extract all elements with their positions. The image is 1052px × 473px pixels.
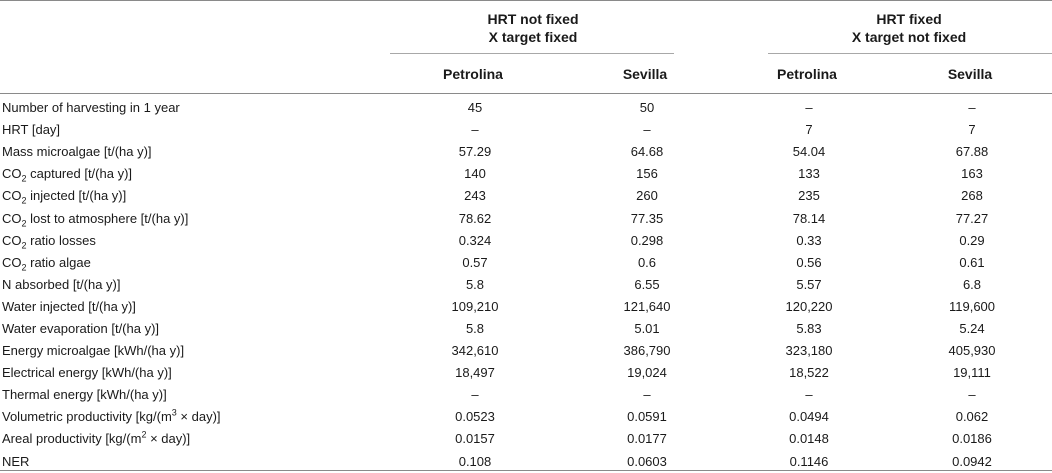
table-cell: 5.01: [634, 320, 660, 336]
column-gap: [540, 384, 582, 406]
table-cell: 6.8: [962, 276, 982, 292]
table-row: [0, 384, 1037, 406]
row-label-part: Areal productivity [kg/(m: [2, 431, 142, 447]
table-row: [0, 274, 1037, 296]
table-cell: 156: [636, 166, 658, 182]
column-gap: [540, 252, 582, 274]
column-gap: [874, 207, 907, 229]
table-cell: 0.0177: [627, 431, 667, 447]
table-top-rule: [0, 0, 1052, 1]
table-cell: 50: [639, 100, 655, 116]
column-gap: [712, 384, 744, 406]
table-cell: 5.57: [796, 276, 822, 292]
column-gap: [874, 230, 907, 252]
table-row: [0, 207, 1037, 229]
column-header-sevilla-1: Sevilla: [622, 66, 668, 82]
row-label: Number of harvesting in 1 year: [2, 100, 180, 116]
table-cell: 0.0494: [789, 409, 829, 425]
table-cell: 0.0148: [789, 431, 829, 447]
group-header-line: HRT fixed: [876, 11, 942, 27]
table-row: [0, 406, 1037, 428]
column-gap: [540, 230, 582, 252]
table-cell: 0.29: [959, 232, 985, 248]
column-gap: [712, 318, 744, 340]
table-row: [0, 141, 1037, 163]
row-label: [0, 252, 410, 274]
column-gap: [874, 296, 907, 318]
column-gap: [540, 428, 582, 450]
column-gap: [874, 163, 907, 185]
group-header-hrt-fixed: [769, 10, 1049, 46]
column-gap: [874, 384, 907, 406]
row-label-script: 2: [21, 173, 27, 184]
table-cell: 0.298: [630, 232, 664, 248]
column-gap: [874, 406, 907, 428]
table-cell: –: [471, 122, 479, 138]
table-row: [0, 362, 1037, 384]
group-underline: [768, 53, 1052, 54]
column-header-petrolina-2: Petrolina: [777, 66, 837, 82]
column-gap: [712, 141, 744, 163]
header-rule: [0, 93, 1052, 94]
group-header-line: HRT not fixed: [487, 11, 579, 27]
group-header-line: X target fixed: [488, 29, 578, 45]
row-label: [0, 428, 410, 450]
column-gap: [540, 296, 582, 318]
data-table: [0, 97, 1037, 473]
table-cell: 6.55: [634, 276, 660, 292]
column-gap: [874, 340, 907, 362]
row-label-script: 2: [21, 218, 27, 229]
column-gap: [874, 274, 907, 296]
table-row: [0, 163, 1037, 185]
column-gap: [874, 428, 907, 450]
table-cell: 54.04: [792, 144, 826, 160]
row-label: [0, 163, 410, 185]
row-label: NER: [2, 453, 30, 469]
row-label-part: CO: [2, 232, 22, 248]
table-row: [0, 230, 1037, 252]
row-label: [0, 230, 410, 252]
table-cell: 0.324: [458, 232, 492, 248]
table-cell: 0.108: [458, 453, 492, 469]
table-cell: 109,210: [451, 298, 499, 314]
table-row: [0, 185, 1037, 207]
row-label-part: × day)]: [146, 431, 191, 447]
table-cell: 7: [968, 122, 976, 138]
table-cell: 5.8: [465, 276, 485, 292]
row-label: Electrical energy [kWh/(ha y)]: [2, 365, 172, 381]
group-header-hrt-not-fixed: [392, 10, 674, 46]
row-label-part: CO: [2, 166, 22, 182]
column-gap: [712, 274, 744, 296]
column-gap: [712, 296, 744, 318]
column-gap: [540, 141, 582, 163]
column-gap: [712, 428, 744, 450]
column-gap: [540, 406, 582, 428]
row-label-script: 2: [21, 240, 27, 251]
row-label-part: CO: [2, 188, 22, 204]
table-cell: 19,111: [953, 365, 991, 381]
row-label: Water injected [t/(ha y)]: [2, 298, 136, 314]
row-label: Water evaporation [t/(ha y)]: [2, 320, 160, 336]
column-gap: [712, 97, 744, 119]
table-cell: 67.88: [955, 144, 989, 160]
column-gap: [874, 141, 907, 163]
table-cell: –: [968, 100, 976, 116]
row-label-part: injected [t/(ha y)]: [26, 188, 127, 204]
row-label: HRT [day]: [2, 122, 61, 138]
column-gap: [874, 362, 907, 384]
table-bottom-rule: [0, 470, 1052, 471]
table-cell: 0.56: [796, 254, 822, 270]
table-cell: 260: [636, 188, 658, 204]
table-cell: 78.62: [458, 210, 492, 226]
table-cell: 243: [464, 188, 486, 204]
row-label-script: 2: [21, 262, 27, 273]
column-gap: [540, 318, 582, 340]
group-underline: [390, 53, 674, 54]
column-gap: [540, 274, 582, 296]
table-cell: 19,024: [627, 365, 667, 381]
table-cell: 119,600: [948, 298, 996, 314]
column-gap: [712, 185, 744, 207]
table-cell: 57.29: [458, 144, 492, 160]
column-gap: [540, 163, 582, 185]
table-row: [0, 428, 1037, 450]
row-label: Thermal energy [kWh/(ha y)]: [2, 387, 167, 403]
row-label: Mass microalgae [t/(ha y)]: [2, 144, 152, 160]
row-label-part: captured [t/(ha y)]: [26, 166, 133, 182]
row-label-script: 3: [171, 408, 177, 419]
column-gap: [540, 185, 582, 207]
column-gap: [712, 362, 744, 384]
row-label: Energy microalgae [kWh/(ha y)]: [2, 343, 185, 359]
column-gap: [540, 97, 582, 119]
table-row: [0, 97, 1037, 119]
row-label-part: Volumetric productivity [kg/(m: [2, 409, 172, 425]
table-cell: –: [643, 387, 651, 403]
table-row: [0, 296, 1037, 318]
table-cell: 0.0157: [455, 431, 495, 447]
table-cell: 45: [467, 100, 483, 116]
table-cell: –: [805, 100, 813, 116]
table-cell: 0.062: [955, 409, 989, 425]
table-cell: 7: [805, 122, 813, 138]
column-gap: [712, 406, 744, 428]
table-cell: 268: [961, 188, 983, 204]
column-gap: [874, 252, 907, 274]
table-cell: 342,610: [451, 343, 499, 359]
table-cell: 163: [961, 166, 983, 182]
row-label-part: × day)]: [176, 409, 221, 425]
table-cell: 5.8: [465, 320, 485, 336]
table-cell: –: [805, 387, 813, 403]
table-cell: –: [471, 387, 479, 403]
group-header-line: X target not fixed: [851, 29, 967, 45]
table-cell: 0.33: [796, 232, 822, 248]
column-gap: [874, 119, 907, 141]
table-cell: 77.35: [630, 210, 664, 226]
row-label: [0, 406, 410, 428]
table-cell: 386,790: [623, 343, 671, 359]
table-cell: 0.61: [959, 254, 985, 270]
table-cell: 0.0591: [627, 409, 667, 425]
table-cell: 5.24: [959, 320, 985, 336]
table-cell: 235: [798, 188, 820, 204]
row-label-script: 2: [141, 430, 147, 441]
column-gap: [540, 119, 582, 141]
table-cell: 140: [464, 166, 486, 182]
row-label-script: 2: [21, 196, 27, 207]
column-gap: [712, 119, 744, 141]
table-cell: 0.57: [462, 254, 488, 270]
row-label-part: CO: [2, 254, 22, 270]
table-row: [0, 252, 1037, 274]
table-cell: 0.0186: [952, 431, 992, 447]
table-cell: 78.14: [792, 210, 826, 226]
table-cell: 323,180: [785, 343, 833, 359]
table-cell: 0.0942: [952, 453, 992, 469]
row-label: [0, 207, 410, 229]
table-cell: 133: [798, 166, 820, 182]
table-row: [0, 340, 1037, 362]
table-cell: –: [968, 387, 976, 403]
column-gap: [874, 185, 907, 207]
table-row: [0, 318, 1037, 340]
table-cell: 0.0523: [455, 409, 495, 425]
table-cell: 120,220: [785, 298, 833, 314]
column-gap: [874, 318, 907, 340]
table-cell: 0.1146: [789, 453, 829, 469]
table-cell: 0.6: [637, 254, 657, 270]
column-gap: [712, 207, 744, 229]
column-header-petrolina-1: Petrolina: [443, 66, 503, 82]
row-label-part: ratio losses: [26, 232, 96, 248]
table-cell: 18,522: [789, 365, 829, 381]
column-gap: [874, 97, 907, 119]
table-cell: –: [643, 122, 651, 138]
column-gap: [712, 230, 744, 252]
row-label-part: CO: [2, 210, 22, 226]
column-gap: [540, 362, 582, 384]
column-gap: [712, 340, 744, 362]
column-gap: [540, 207, 582, 229]
table-row: [0, 119, 1037, 141]
column-gap: [712, 163, 744, 185]
table-cell: 18,497: [455, 365, 495, 381]
table-cell: 0.0603: [627, 453, 667, 469]
column-gap: [540, 340, 582, 362]
table-cell: 121,640: [623, 298, 671, 314]
row-label-part: lost to atmosphere [t/(ha y)]: [26, 210, 189, 226]
row-label: [0, 185, 410, 207]
row-label: N absorbed [t/(ha y)]: [2, 276, 121, 292]
table-cell: 405,930: [948, 343, 996, 359]
table-cell: 64.68: [630, 144, 664, 160]
column-gap: [712, 252, 744, 274]
table-cell: 5.83: [796, 320, 822, 336]
table-cell: 77.27: [955, 210, 989, 226]
column-header-sevilla-2: Sevilla: [947, 66, 993, 82]
row-label-part: ratio algae: [26, 254, 91, 270]
